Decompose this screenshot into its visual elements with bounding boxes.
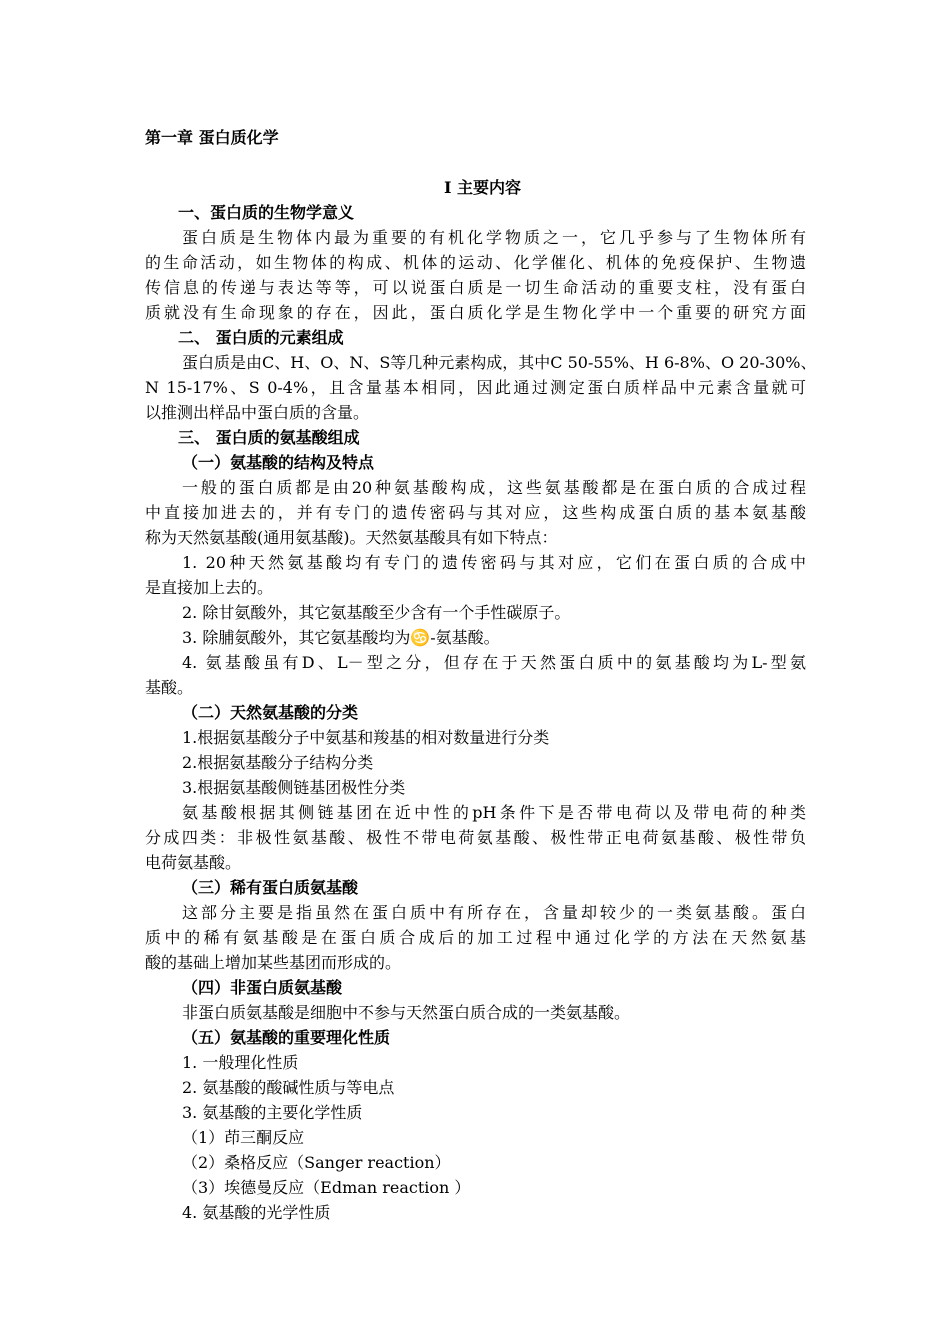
paragraph-line: 称为天然氨基酸(通用氨基酸)。天然氨基酸具有如下特点： bbox=[145, 528, 558, 547]
paragraph-line: 以推测出样品中蛋白质的含量。 bbox=[145, 403, 370, 422]
paragraph-line: 氨基酸根据其侧链基团在近中性的pH条件下是否带电荷以及带电荷的种类 bbox=[182, 803, 806, 822]
sub-list-item: （3）埃德曼反应（Edman reaction ） bbox=[182, 1178, 471, 1197]
list-item: 1. 20种天然氨基酸均有专门的遗传密码与其对应，它们在蛋白质的合成中 bbox=[182, 553, 806, 572]
list-item: 1.根据氨基酸分子中氨基和羧基的相对数量进行分类 bbox=[182, 728, 550, 747]
paragraph-line: 中直接加进去的，并有专门的遗传密码与其对应，这些构成蛋白质的基本氨基酸 bbox=[145, 503, 806, 522]
subheading-2: （二）天然氨基酸的分类 bbox=[182, 703, 359, 722]
paragraph-line: 蛋白质是生物体内最为重要的有机化学物质之一，它几乎参与了生物体所有 bbox=[182, 228, 806, 247]
paragraph-line: 这部分主要是指虽然在蛋白质中有所存在，含量却较少的一类氨基酸。蛋白 bbox=[182, 903, 806, 922]
paragraph-line: 一般的蛋白质都是由20种氨基酸构成，这些氨基酸都是在蛋白质的合成过程 bbox=[182, 478, 806, 497]
sub-list-item: （1）茚三酮反应 bbox=[182, 1128, 305, 1147]
subheading-1: （一）氨基酸的结构及特点 bbox=[182, 453, 375, 472]
list-item-continued: 是直接加上去的。 bbox=[145, 578, 274, 597]
section-heading: I 主要内容 bbox=[444, 178, 522, 197]
list-item: 4. 氨基酸虽有D、L－型之分，但存在于天然蛋白质中的氨基酸均为L-型氨 bbox=[182, 653, 806, 672]
paragraph-line: 蛋白质是由C、H、O、N、S等几种元素构成，其中C 50-55%、H 6-8%、O 20-30%、 bbox=[182, 353, 817, 372]
paragraph-line: 质就没有生命现象的存在，因此，蛋白质化学是生物化学中一个重要的研究方面 bbox=[145, 303, 806, 322]
subheading-4: （四）非蛋白质氨基酸 bbox=[182, 978, 343, 997]
heading-1: 一、蛋白质的生物学意义 bbox=[178, 203, 355, 222]
list-item: 2. 氨基酸的酸碱性质与等电点 bbox=[182, 1078, 395, 1097]
paragraph-line: 酸的基础上增加某些基团而形成的。 bbox=[145, 953, 402, 972]
paragraph-line: 非蛋白质氨基酸是细胞中不参与天然蛋白质合成的一类氨基酸。 bbox=[182, 1003, 631, 1022]
heading-3: 三、 蛋白质的氨基酸组成 bbox=[178, 428, 360, 447]
paragraph-line: 的生命活动，如生物体的构成、机体的运动、化学催化、机体的免疫保护、生物遗 bbox=[145, 253, 806, 272]
paragraph-line: 分成四类：非极性氨基酸、极性不带电荷氨基酸、极性带正电荷氨基酸、极性带负 bbox=[145, 828, 806, 847]
paragraph-line: 电荷氨基酸。 bbox=[145, 853, 242, 872]
heading-2: 二、 蛋白质的元素组成 bbox=[178, 328, 344, 347]
list-item: 3. 除脯氨酸外，其它氨基酸均为♋-氨基酸。 bbox=[182, 628, 500, 647]
sub-list-item: （2）桑格反应（Sanger reaction） bbox=[182, 1153, 451, 1172]
chapter-title: 第一章 蛋白质化学 bbox=[145, 128, 279, 147]
subheading-3: （三）稀有蛋白质氨基酸 bbox=[182, 878, 359, 897]
list-item: 2.根据氨基酸分子结构分类 bbox=[182, 753, 374, 772]
paragraph-line: N 15-17%、S 0-4%，且含量基本相同，因此通过测定蛋白质样品中元素含量就可 bbox=[145, 378, 806, 397]
paragraph-line: 质中的稀有氨基酸是在蛋白质合成后的加工过程中通过化学的方法在天然氨基 bbox=[145, 928, 806, 947]
paragraph-line: 传信息的传递与表达等等，可以说蛋白质是一切生命活动的重要支柱，没有蛋白 bbox=[145, 278, 806, 297]
subheading-5: （五）氨基酸的重要理化性质 bbox=[182, 1028, 391, 1047]
list-item: 1. 一般理化性质 bbox=[182, 1053, 299, 1072]
list-item: 3. 氨基酸的主要化学性质 bbox=[182, 1103, 363, 1122]
list-item: 4. 氨基酸的光学性质 bbox=[182, 1203, 331, 1222]
list-item-continued: 基酸。 bbox=[145, 678, 194, 697]
list-item: 3.根据氨基酸侧链基团极性分类 bbox=[182, 778, 406, 797]
list-item: 2. 除甘氨酸外，其它氨基酸至少含有一个手性碳原子。 bbox=[182, 603, 571, 622]
